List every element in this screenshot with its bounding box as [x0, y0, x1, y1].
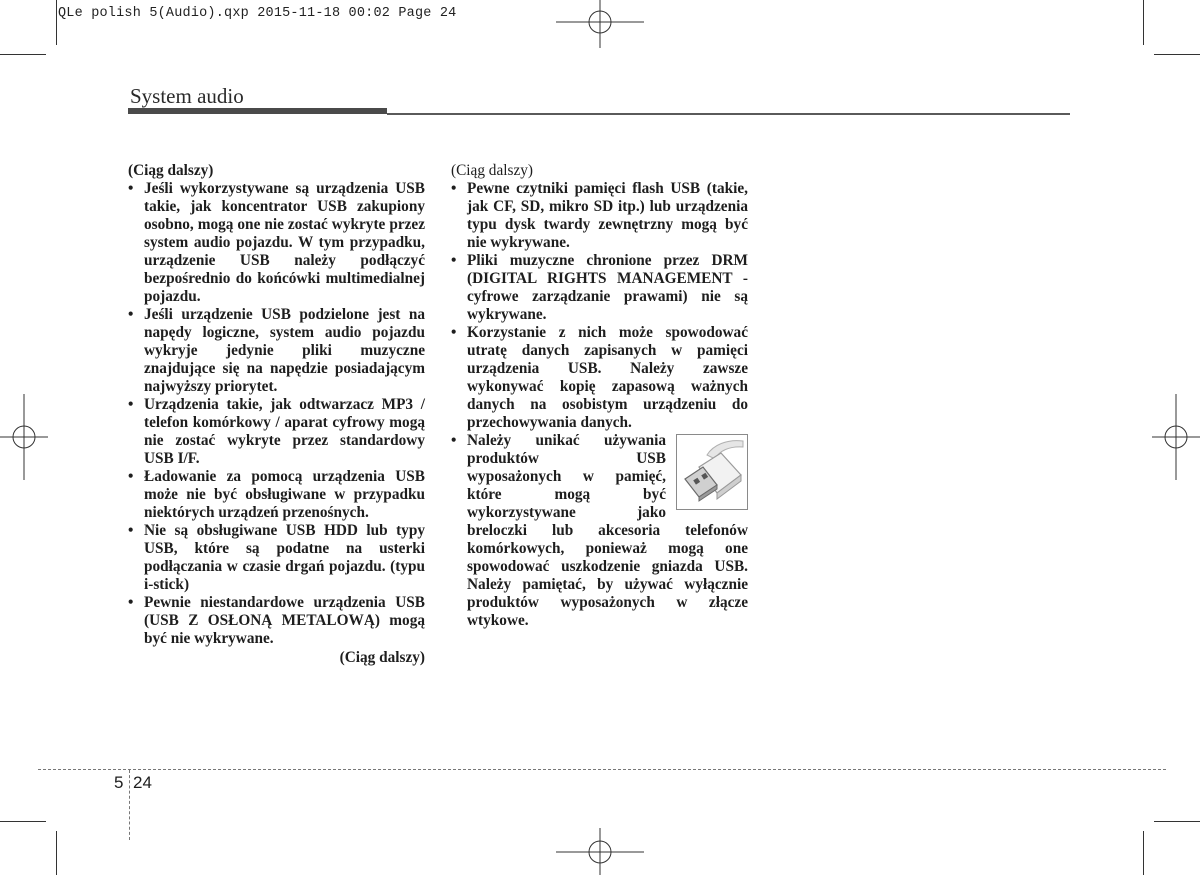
crop-mark	[1143, 831, 1144, 875]
list-item	[128, 594, 425, 648]
list-item-text: Pliki muzyczne chronione przez DRM (DIGITAL RIGHTS MANAGEMENT - cyfrowe zarządzanie prawami) nie są wykrywane.	[467, 252, 748, 323]
bullet-list	[451, 180, 748, 630]
crop-mark	[1143, 0, 1144, 45]
list-item-text: Pewnie niestandardowe urządzenia USB (USB Z OSŁONĄ METALOWĄ) mogą być nie wykrywane.	[144, 594, 425, 647]
list-item	[451, 252, 748, 324]
bullet-marker: •	[128, 306, 134, 323]
bullet-marker: •	[451, 432, 457, 449]
bullet-marker: •	[128, 396, 134, 413]
registration-mark-icon	[1152, 394, 1200, 480]
list-item	[128, 180, 425, 306]
list-item-text: Należy unikać używania produktów USB wyposażonych w pamięć, które mogą być wykorzystywane jako breloczki lub akcesoria telefonów komórkowych, ponieważ mogą one spowodować uszkodzenie gniazda USB. Należy pamiętać, by używać wyłącznie produktów wyposażonych w złącze wtykowe.	[467, 432, 748, 629]
usb-flash-drive-icon	[676, 434, 748, 510]
continued-footer: (Ciąg dalszy)	[339, 649, 425, 666]
crop-mark	[1154, 54, 1200, 55]
registration-mark-icon	[556, 0, 644, 48]
section-title: System audio	[130, 84, 244, 108]
list-item	[128, 396, 425, 468]
list-item	[128, 522, 425, 594]
header-rule-thin	[387, 113, 1070, 115]
bullet-marker: •	[128, 594, 134, 611]
list-item	[451, 324, 748, 432]
list-item-text: Korzystanie z nich może spowodować utratę danych zapisanych w pamięci urządzenia USB. Należy zawsze wykonywać kopię zapasową ważnych danych na osobistym urządzeniu do przechowywania danych.	[467, 324, 748, 431]
list-item	[128, 468, 425, 522]
list-item-text: Nie są obsługiwane USB HDD lub typy USB, które są podatne na usterki podłączania w czasie drgań pojazdu. (typu i-stick)	[144, 522, 425, 593]
list-item-text: Jeśli urządzenie USB podzielone jest na napędy logiczne, system audio pojazdu wykryje jedynie pliki muzyczne znajdujące się na napędzie posiadającym najwyższy priorytet.	[144, 306, 425, 395]
list-item	[451, 180, 748, 252]
chapter-number: 5	[114, 773, 124, 792]
registration-mark-icon	[556, 828, 644, 875]
list-item-text: Jeśli wykorzystywane są urządzenia USB takie, jak koncentrator USB zakupiony osobno, mogą one nie zostać wykryte przez system audio pojazdu. W tym przypadku, urządzenie USB należy podłączyć bezpośrednio do końcówki multimedialnej pojazdu.	[144, 180, 425, 305]
page-number: 24	[133, 773, 152, 792]
continued-heading: (Ciąg dalszy)	[451, 162, 533, 179]
bullet-marker: •	[128, 468, 134, 485]
bullet-marker: •	[451, 324, 457, 341]
crop-mark	[56, 0, 57, 45]
list-item	[451, 432, 748, 630]
crop-mark	[0, 821, 46, 822]
list-item	[128, 306, 425, 396]
bullet-marker: •	[451, 180, 457, 197]
header-rule-thick	[128, 108, 387, 114]
crop-mark	[56, 831, 57, 875]
list-item-text: Pewne czytniki pamięci flash USB (takie, jak CF, SD, mikro SD itp.) lub urządzenia typu dysk twardy zewnętrzny mogą być nie wykrywane.	[467, 180, 748, 251]
print-slug: QLe polish 5(Audio).qxp 2015-11-18 00:02 Page 24	[58, 6, 457, 21]
bullet-marker: •	[451, 252, 457, 269]
bullet-marker: •	[128, 522, 134, 539]
list-item-text: Ładowanie za pomocą urządzenia USB może nie być obsługiwane w przypadku niektórych urządzeń przenośnych.	[144, 468, 425, 521]
list-item-text: Urządzenia takie, jak odtwarzacz MP3 / telefon komórkowy / aparat cyfrowy mogą nie zostać wykryte przez standardowy USB I/F.	[144, 396, 425, 467]
registration-mark-icon	[0, 394, 48, 480]
crop-mark	[0, 54, 46, 55]
right-column	[451, 162, 748, 630]
bullet-marker: •	[128, 180, 134, 197]
footer-dashed-rule	[38, 769, 1166, 770]
left-column	[128, 162, 425, 667]
bullet-list	[128, 180, 425, 648]
continued-heading: (Ciąg dalszy)	[128, 162, 214, 179]
footer-dashed-divider	[129, 770, 130, 840]
crop-mark	[1154, 821, 1200, 822]
